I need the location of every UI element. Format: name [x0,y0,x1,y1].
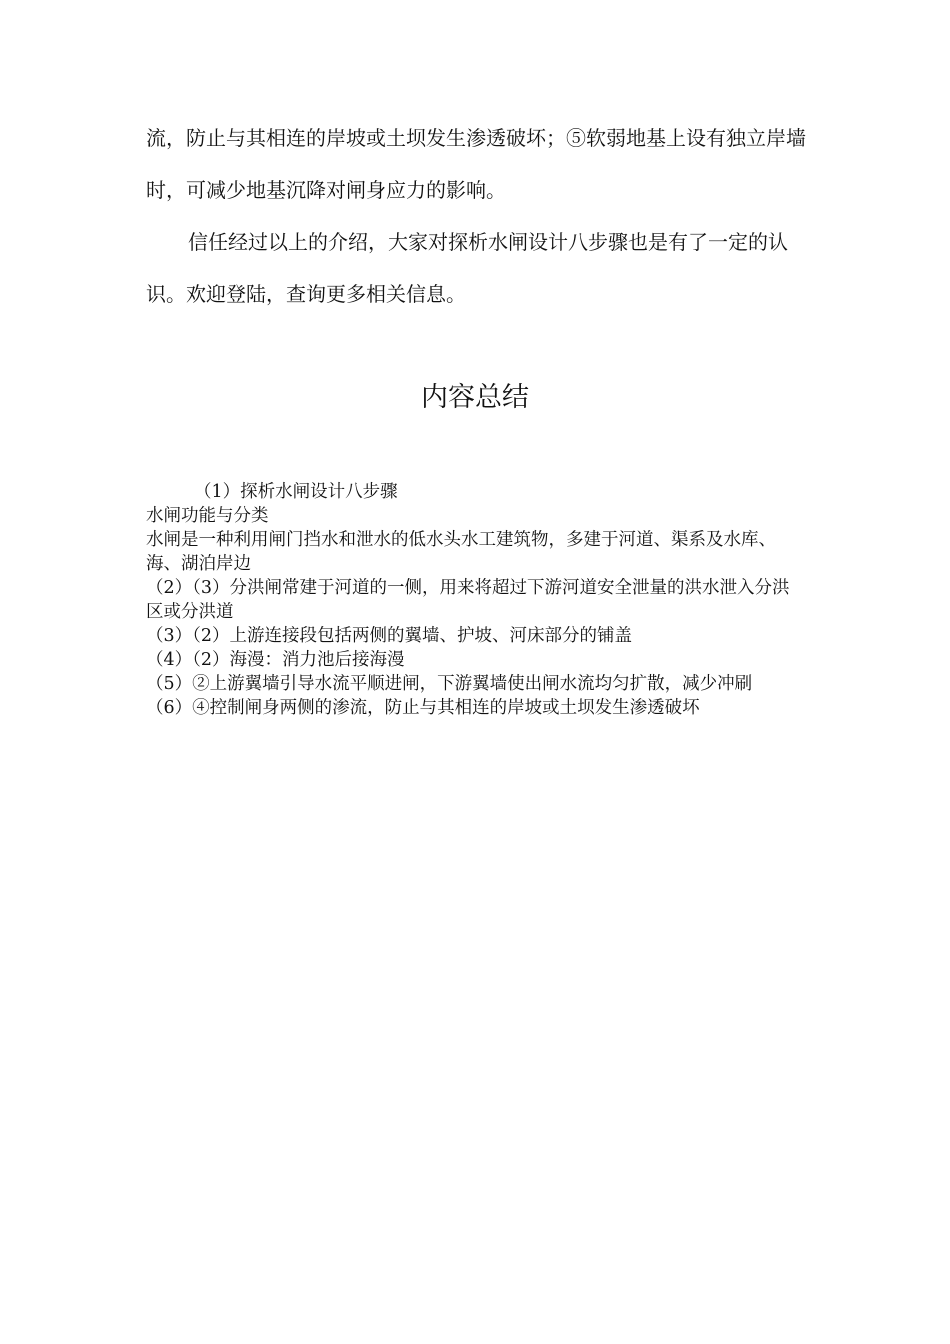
summary-item: （3）（2）上游连接段包括两侧的翼墙、护坡、河床部分的铺盖 [146,626,633,646]
summary-list [146,480,806,720]
body-paragraph: 流，防止与其相连的岸坡或土坝发生渗透破坏；⑤软弱地基上设有独立岸墙时，可减少地基沉降对闸身应力的影响。 [146,126,806,202]
summary-item: （4）（2）海漫：消力池后接海漫 [146,650,405,670]
summary-item: 水闸功能与分类 [146,506,269,526]
summary-item: （1）探析水闸设计八步骤 [194,482,398,502]
summary-item: （5）②上游翼墙引导水流平顺进闸，下游翼墙使出闸水流均匀扩散，减少冲刷 [146,674,753,694]
summary-item: （6）④控制闸身两侧的渗流，防止与其相连的岸坡或土坝发生渗透破坏 [146,698,700,718]
body-paragraph: 信任经过以上的介绍，大家对探析水闸设计八步骤也是有了一定的认识。欢迎登陆，查询更多相关信息。 [146,230,788,306]
summary-item: 水闸是一种利用闸门挡水和泄水的低水头水工建筑物，多建于河道、渠系及水库、海、湖泊岸边 [146,530,776,574]
summary-item: （2）（3）分洪闸常建于河道的一侧，用来将超过下游河道安全泄量的洪水泄入分洪区或分洪道 [146,578,790,622]
summary-title: 内容总结 [421,382,529,413]
